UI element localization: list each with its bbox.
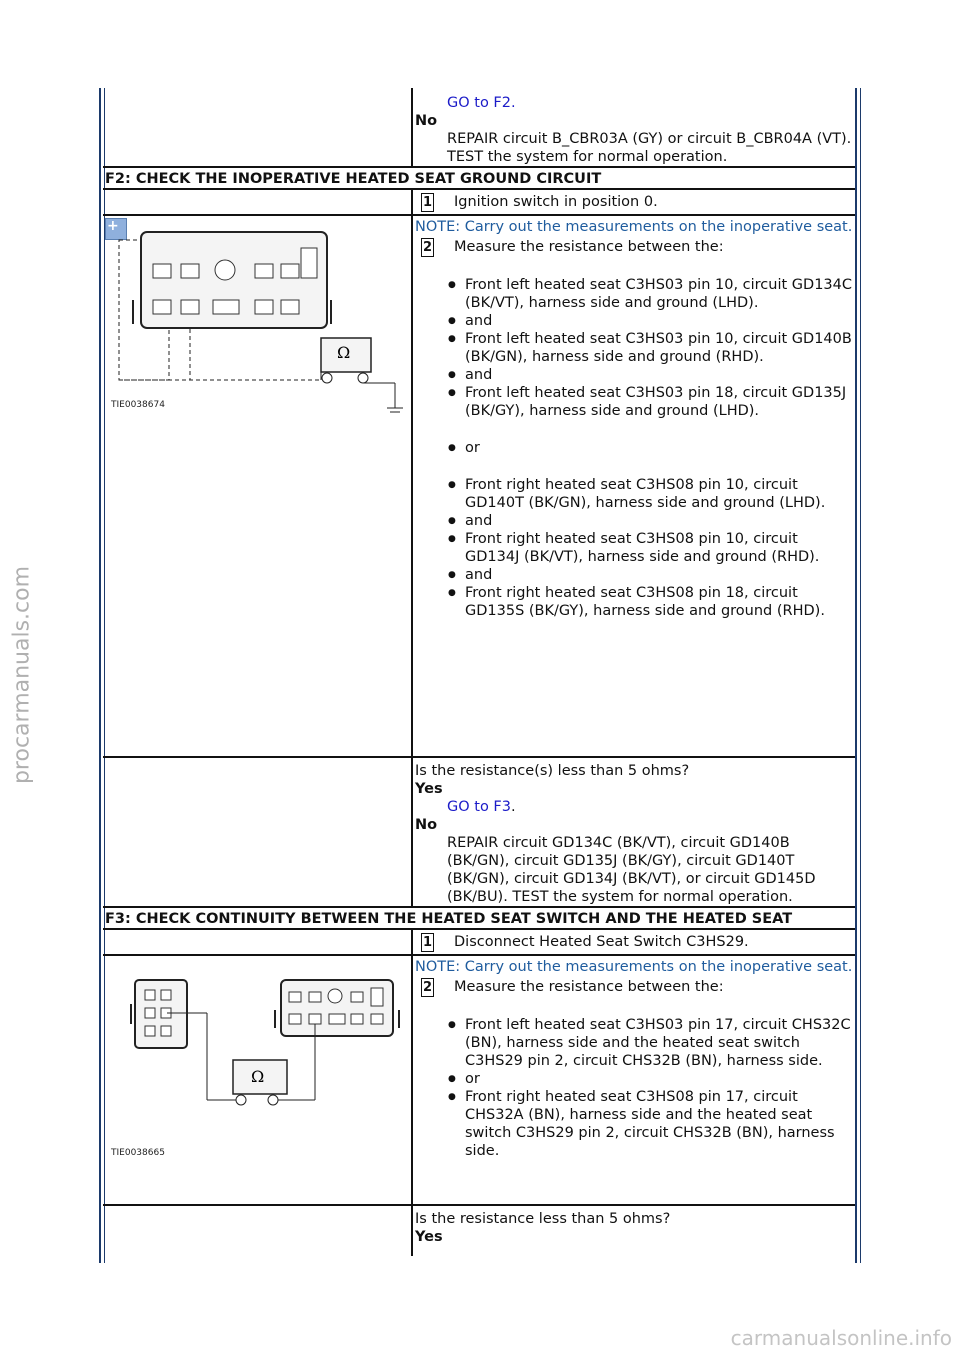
right-margin-rule [855,88,857,1263]
f2-step2-text: Measure the resistance between the: [454,239,724,255]
f2-question: Is the resistance(s) less than 5 ohms? [415,763,690,779]
f3-heading-row [103,907,855,929]
f3-bullet-list [415,1016,855,1160]
list-item: ● Front left heated seat C3HS03 pin 18, circuit GD135J (BK/GY), harness side and ground (LHD). [415,384,855,420]
f3-step2-text: Measure the resistance between the: [454,979,724,995]
step-number-box: 1 [422,935,433,950]
f2-bullet-list-b [415,476,855,620]
f3-heading: F3: CHECK CONTINUITY BETWEEN THE HEATED SEAT SWITCH AND THE HEATED SEAT [103,907,855,929]
f2-note: NOTE: Carry out the measurements on the inoperative seat. [415,219,853,235]
f2-heading: F2: CHECK THE INOPERATIVE HEATED SEAT GROUND CIRCUIT [103,167,855,189]
step-number-box: 1 [422,195,433,210]
step-number-box: 2 [422,240,433,255]
f3-step1-row [103,929,855,955]
left-margin-rule [99,88,101,1263]
list-item: ● Front right heated seat C3HS08 pin 10, circuit GD134J (BK/VT), harness side and ground (RHD). [415,530,855,566]
goto-f3-link[interactable]: GO to F3 [447,799,511,815]
list-item: ● Front right heated seat C3HS08 pin 17, circuit CHS32A (BN), harness side and the heated seat switch C3HS29 pin 2, circuit CHS32B (BN), harness side. [415,1088,855,1160]
diagnostic-table [103,88,855,1256]
list-item: ● and [415,366,855,384]
bottom-watermark: carmanualsonline.info [730,1326,952,1350]
goto-f2-link[interactable]: GO to F2. [447,95,516,111]
f3-note: NOTE: Carry out the measurements on the inoperative seat. [415,959,853,975]
list-item: ● and [415,512,855,530]
f2-figure-id: TIE0038674 [111,400,165,410]
side-watermark: procarmanuals.com [9,565,35,785]
f2-result-row [103,757,855,907]
ohm-symbol: Ω [337,343,351,362]
f2-heading-row [103,167,855,189]
no-label: No [415,817,438,833]
f2-step1-row [103,189,855,215]
list-item: ● or [415,1070,855,1088]
f2-step1-text: Ignition switch in position 0. [454,194,658,210]
f3-wiring-diagram [105,966,411,1166]
f2-bullet-list-a [415,276,855,420]
f3-step1-text: Disconnect Heated Seat Switch C3HS29. [454,934,749,950]
list-item: ● Front left heated seat C3HS03 pin 17, circuit CHS32C (BN), harness side and the heated seat switch C3HS29 pin 2, circuit CHS32B (BN), harness side. [415,1016,855,1070]
yes-label: Yes [415,781,443,797]
f2-figure-cell [103,215,412,757]
list-item: ● or [415,439,855,457]
list-item: ● Front right heated seat C3HS08 pin 18, circuit GD135S (BK/GY), harness side and ground (RHD). [415,584,855,620]
ohm-symbol: Ω [251,1067,265,1086]
list-item: ● Front right heated seat C3HS08 pin 10, circuit GD140T (BK/GN), harness side and ground (LHD). [415,476,855,512]
yes-label: Yes [415,1229,443,1245]
list-item: ● Front left heated seat C3HS03 pin 10, circuit GD140B (BK/GN), harness side and ground (RHD). [415,330,855,366]
list-item: ● Front left heated seat C3HS03 pin 10, circuit GD134C (BK/VT), harness side and ground (LHD). [415,276,855,312]
f3-result-row [103,1205,855,1256]
zoom-icon[interactable]: + [105,218,127,240]
period: . [511,799,516,815]
f2-step2-row [103,215,855,757]
f3-figure-cell [103,955,412,1205]
f1-result-row [103,88,855,167]
f3-question: Is the resistance less than 5 ohms? [415,1211,671,1227]
list-item: ● and [415,566,855,584]
right-margin-rule-outer [860,88,861,1263]
f3-step2-row [103,955,855,1205]
no-action-text: REPAIR circuit B_CBR03A (GY) or circuit B_CBR04A (VT). TEST the system for normal operation. [447,131,852,165]
no-label: No [415,113,438,129]
f2-no-action-text: REPAIR circuit GD134C (BK/VT), circuit GD140B (BK/GN), circuit GD135J (BK/GY), circuit GD140T (BK/GN), circuit GD134J (BK/VT), or circuit GD145D (BK/BU). TEST the system for normal operation. [447,835,816,905]
f3-figure-id: TIE0038665 [111,1148,165,1158]
step-number-box: 2 [422,980,433,995]
f2-wiring-diagram [105,218,411,418]
f2-bullet-or [415,439,855,457]
list-item: ● and [415,312,855,330]
